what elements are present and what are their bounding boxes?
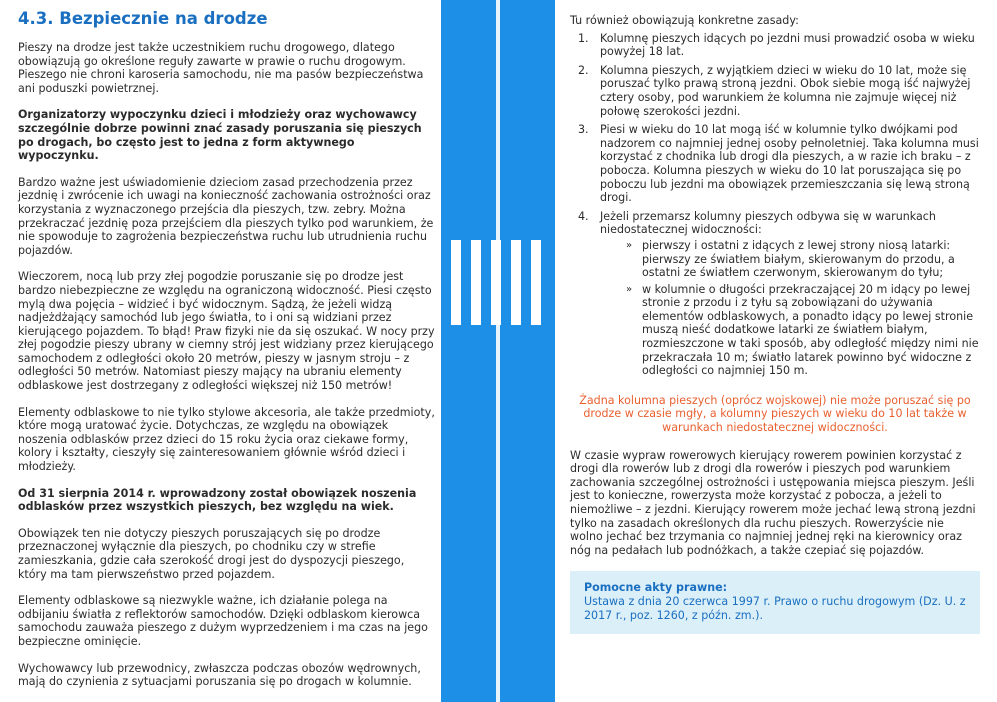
rule-number: 2.	[578, 63, 589, 77]
left-paragraph: Wieczorem, nocą lub przy złej pogodzie poruszanie się po drodze jest bardzo niebezpieczne ze względu na ograniczoną widoczność. Piesi często mylą dwa pojęcia – widzieć i być widocznym. Sądzą, że jeżeli widzą nadjeżdżający samochód lub jego światła, to i oni są widziani przez kierującego pojazdem. To błąd! Praw fizyki nie da się oszukać. W nocy przy złej pogodzie pieszy ubrany w ciemny strój jest widziany przez kierującego samochodem z odległości około 20 metrów, pieszy w jasnym stroju – z odległości 50 metrów. Natomiast pieszy mający na ubraniu elementy odblaskowe jest dostrzegany z odległości większej niż 150 metrów!	[18, 270, 435, 393]
left-paragraph: Bardzo ważne jest uświadomienie dzieciom zasad przechodzenia przez jezdnię i zwrócenie ich uwagi na konieczność zachowania ostrożności oraz korzystania z wyznaczonego przejścia dla pieszych, tzw. zebry. Można przekraczać jezdnię poza przejściem dla pieszych tylko pod warunkiem, że nie spowoduje to zagrożenia bezpieczeństwa ruchu lub utrudnienia ruchu pojazdów.	[18, 175, 434, 257]
legal-acts-title: Pomocne akty prawne:	[584, 581, 728, 595]
rule-item	[570, 64, 980, 118]
left-paragraphs	[18, 41, 436, 689]
left-paragraph: Elementy odblaskowe są niezwykle ważne, ich działanie polega na odbijaniu światła z reflektorów samochodów. Dzięki odblaskom kierowca samochodu zauważa pieszego z dużym wyprzedzeniem i ma czas na jego bezpieczne ominięcie.	[18, 594, 428, 648]
legal-acts-text: Ustawa z dnia 20 czerwca 1997 r. Prawo o ruchu drogowym (Dz. U. z 2017 r., poz. 1260, z późn. zm.).	[584, 594, 966, 622]
pedestrian-crossing	[441, 240, 555, 325]
left-paragraph: Wychowawcy lub przewodnicy, zwłaszcza podczas obozów wędrownych, mają do czynienia z sytuacjami poruszania się po drogach w kolumnie.	[18, 661, 421, 689]
sub-rule-text: pierwszy i ostatni z idących z lewej strony niosą latarki: pierwszy ze światłem białym, skierowanym do przodu, a ostatni ze światłem czerwonym, skierowanym do tyłu;	[642, 238, 955, 280]
crosswalk-stripe	[531, 240, 541, 325]
right-column	[570, 14, 980, 634]
rule-number: 1.	[578, 31, 589, 45]
road-center-line-bottom	[496, 325, 500, 702]
rule-text: Kolumnę pieszych idących po jezdni musi prowadzić osoba w wieku powyżej 18 lat.	[600, 31, 975, 59]
crosswalk-stripe	[491, 240, 501, 325]
rule-item	[570, 210, 980, 378]
legal-acts-box	[570, 571, 980, 634]
rules-intro: Tu również obowiązują konkretne zasady:	[570, 14, 799, 27]
left-paragraph: Obowiązek ten nie dotyczy pieszych poruszających się po drodze przeznaczonej wyłącznie dla pieszych, po chodniku czy w strefie zamieszkania, gdzie cała szerokość drogi jest do dyspozycji pieszego, który ma tam pierwszeństwo przed pojazdem.	[18, 526, 405, 581]
bullet-icon: »	[626, 283, 633, 295]
left-paragraph: Pieszy na drodze jest także uczestnikiem ruchu drogowego, dlatego obowiązują go określone reguły zawarte w prawie o ruchu drogowym. Pieszego nie chroni karoseria samochodu, nie ma pasów bezpieczeństwa ani poduszki powietrznej.	[18, 41, 424, 95]
section-title: 4.3. Bezpiecznie na drodze	[18, 9, 268, 28]
rules-list	[570, 32, 980, 378]
rule-number: 3.	[578, 123, 589, 137]
left-paragraph: Od 31 sierpnia 2014 r. wprowadzony został obowiązek noszenia odblasków przez wszystkich pieszych, bez względu na wiek.	[18, 486, 417, 514]
rule-text: Piesi w wieku do 10 lat mogą iść w kolumnie tylko dwójkami pod nadzorem co najmniej jednej osoby pełnoletniej. Taka kolumna musi korzystać z chodnika lub drogi dla pieszych, a w razie ich braku – z pobocza. Kolumna pieszych w wieku do 10 lat poruszająca się po poboczu lub jezdni ma obowiązek przemieszczania się lewą stroną drogi.	[600, 123, 979, 205]
left-column	[18, 9, 436, 702]
sub-rule-item	[600, 239, 980, 280]
crosswalk-stripe	[511, 240, 521, 325]
left-paragraph: Elementy odblaskowe to nie tylko stylowe akcesoria, ale także przedmioty, które mogą uratować życie. Dotychczas, ze względu na obowiązek noszenia odblasków przez dzieci do 15 roku życia oraz ciekawe formy, kolory i kształty, cieszyły się zainteresowaniem głównie wśród dzieci i młodzieży.	[18, 405, 435, 474]
bullet-icon: »	[626, 239, 633, 251]
crosswalk-stripe	[471, 240, 481, 325]
fog-warning: Żadna kolumna pieszych (oprócz wojskowej) nie może poruszać się po drodze w czasie mgły, a kolumny pieszych w wieku do 10 lat także w warunkach niedostatecznej widoczności.	[579, 393, 971, 435]
sub-rule-item	[600, 283, 980, 378]
road-illustration	[441, 0, 555, 702]
rule-text: Jeżeli przemarsz kolumny pieszych odbywa się w warunkach niedostatecznej widoczności:	[600, 209, 936, 237]
left-paragraph: Organizatorzy wypoczynku dzieci i młodzieży oraz wychowawcy szczególnie dobrze powinni znać zasady poruszania się pieszych po drogach, bo często jest to jedna z form aktywnego wypoczynku.	[18, 108, 422, 163]
rule-text: Kolumna pieszych, z wyjątkiem dzieci w wieku do 10 lat, może się poruszać tylko prawą stroną jezdni. Obok siebie mogą iść najwyżej cztery osoby, pod warunkiem że kolumna nie zajmuje więcej niż połowę szerokości jezdni.	[600, 63, 971, 118]
rule-item	[570, 123, 980, 205]
rule-number: 4.	[578, 209, 589, 223]
sub-rule-text: w kolumnie o długości przekraczającej 20 m idący po lewej stronie z przodu i z tyłu są zobowiązani do używania elementów odblaskowych, a ponadto idący po lewej stronie muszą nieść dodatkowe latarki ze światłem białym, rozmieszczone w taki sposób, aby odległość między nimi nie przekraczała 10 m; światło latarek powinno być widoczne z odległości co najmniej 150 m.	[642, 282, 979, 378]
sub-rules-list	[600, 239, 980, 378]
crosswalk-stripe	[451, 240, 461, 325]
bicycle-paragraph: W czasie wypraw rowerowych kierujący rowerem powinien korzystać z drogi dla rowerów lub z drogi dla rowerów i pieszych pod warunkiem zachowania szczególnej ostrożności i ustępowania miejsca pieszym. Jeśli jest to konieczne, rowerzysta może korzystać z pobocza, a jeżeli to niemożliwe – z jezdni. Kierujący rowerem może jechać lewą stroną jezdni tylko na zasadach określonych dla ruchu pieszych. Rowerzyście nie wolno jechać bez trzymania co najmniej jednej ręki na kierownicy oraz nóg na pedałach lub podnóżkach, a także czepiać się pojazdów.	[570, 448, 976, 557]
road-center-line-top	[496, 0, 500, 240]
rule-item	[570, 32, 980, 59]
